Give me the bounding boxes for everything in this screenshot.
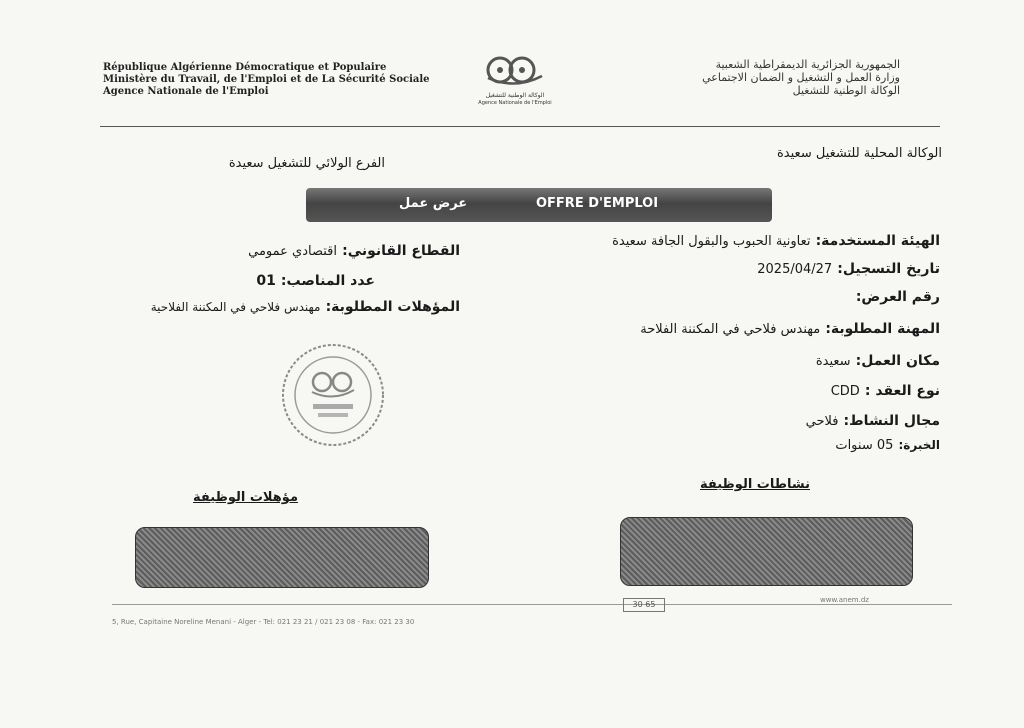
field-value: 2025/04/27 (757, 262, 833, 277)
header-ar-line-2: وزارة العمل و التشغيل و الضمان الاجتماعي (702, 71, 900, 84)
footer-address: 5, Rue, Capitaine Noreline Menani - Alger - Tel: 021 23 21 / 021 23 08 - Fax: 021 23 30 (112, 618, 415, 626)
field-contract-type (480, 380, 940, 410)
official-stamp (278, 340, 388, 450)
anem-logo (470, 52, 560, 116)
banner-title-fr: OFFRE D'EMPLOI (536, 196, 659, 211)
field-value: فلاحي (805, 414, 839, 429)
footer-divider (112, 604, 952, 605)
regional-branch: الفرع الولائي للتشغيل سعيدة (228, 156, 385, 171)
field-value: اقتصادي عمومي (248, 244, 337, 259)
field-qualifications (90, 296, 460, 322)
header-divider (100, 126, 940, 127)
section-qualifications-title: مؤهلات الوظيفة (193, 490, 298, 505)
field-activity-domain (480, 410, 940, 434)
header-fr-line-1: République Algérienne Démocratique et Populaire (103, 62, 387, 73)
footer-website: www.anem.dz (820, 596, 869, 604)
logo-caption-ar: الوكالة الوطنية للتشغيل (485, 92, 545, 99)
field-label: مكان العمل: (855, 353, 940, 369)
redacted-activities-box (620, 517, 913, 586)
header-fr-line-3: Agence Nationale de l'Emploi (103, 86, 269, 97)
header-ar-block (600, 58, 900, 97)
field-value: 05 سنوات (835, 438, 894, 453)
left-fields (90, 240, 460, 322)
anem-logo-icon (480, 52, 550, 88)
field-label: مجال النشاط: (843, 413, 940, 429)
field-experience (480, 434, 940, 458)
field-label: نوع العقد : (864, 383, 940, 399)
field-offer-number (480, 286, 940, 314)
field-label: رقم العرض: (855, 289, 940, 305)
header-fr-block (103, 62, 443, 98)
local-agency: الوكالة المحلية للتشغيل سعيدة (777, 146, 942, 161)
header-fr-line-2: Ministère du Travail, de l'Emploi et de La Sécurité Sociale (103, 74, 430, 85)
field-profession (480, 314, 940, 350)
field-value: CDD (830, 384, 860, 399)
field-value: مهندس فلاحي في المكننة الفلاحة (640, 322, 821, 337)
field-value: تعاونية الحبوب والبقول الجافة سعيدة (612, 234, 811, 249)
field-legal-sector (90, 240, 460, 270)
field-work-place (480, 350, 940, 380)
field-label: عدد المناصب: (280, 273, 375, 289)
redacted-qualifications-box (135, 527, 429, 588)
field-label: المؤهلات المطلوبة: (325, 299, 460, 315)
section-activities-title: نشاطات الوظيفة (700, 477, 810, 492)
field-employer (480, 230, 940, 255)
field-label: الهيئة المستخدمة: (815, 233, 940, 249)
logo-caption-fr: Agence Nationale de l'Emploi (478, 100, 552, 106)
field-label: القطاع القانوني: (342, 243, 460, 259)
field-positions (90, 270, 460, 296)
field-label: تاريخ التسجيل: (837, 261, 940, 277)
right-fields (480, 230, 940, 458)
stamp-icon (278, 340, 388, 450)
field-label: الخبرة: (898, 438, 940, 452)
field-registration-date (480, 255, 940, 286)
offer-banner (306, 188, 772, 222)
footer-phone-box: 30 65 (623, 598, 665, 612)
field-value: سعيدة (815, 354, 851, 369)
header-ar-line-1: الجمهورية الجزائرية الديمقراطية الشعبية (715, 58, 900, 71)
header-ar-line-3: الوكالة الوطنية للتشغيل (792, 84, 900, 97)
field-label: المهنة المطلوبة: (825, 321, 940, 337)
banner-title-ar: عرض عمل (399, 196, 468, 211)
field-value: مهندس فلاحي في المكننة الفلاحية (150, 300, 321, 314)
field-value: 01 (256, 273, 276, 289)
